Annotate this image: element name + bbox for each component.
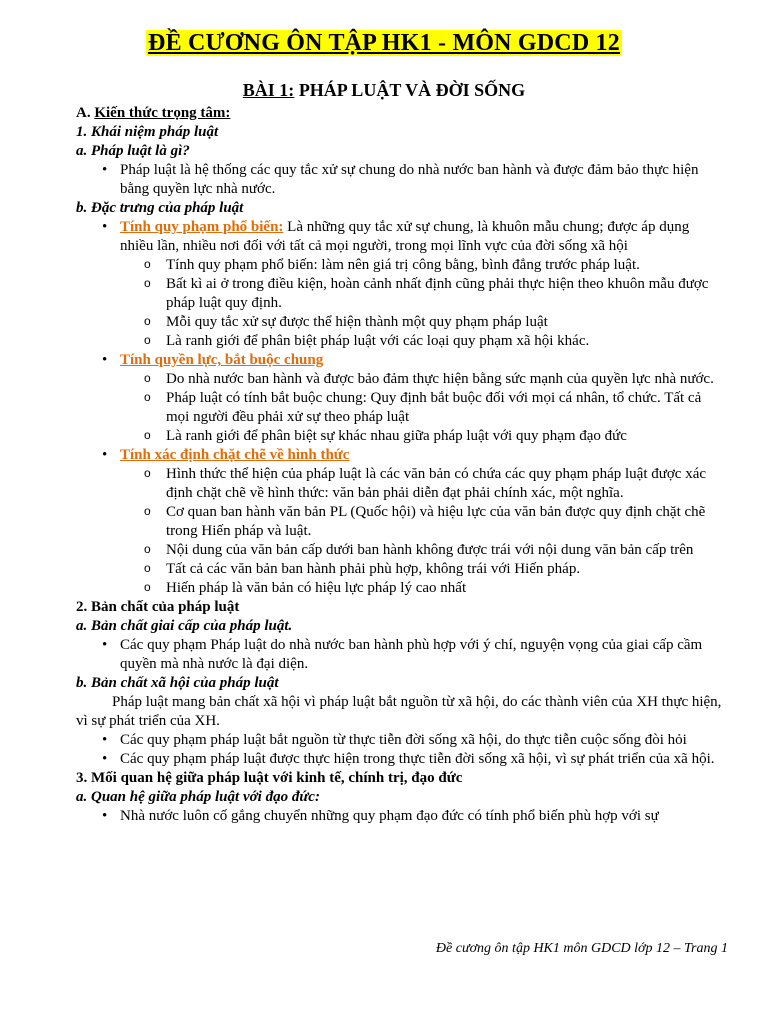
- traits-list: [76, 218, 726, 256]
- trait-1-item: [76, 218, 726, 256]
- list-item: o Pháp luật có tính bắt buộc chung: Quy định bắt buộc đối với mọi cá nhân, tổ chức. Tất cả mọi người đều phải xử sự theo pháp luật: [76, 389, 726, 427]
- page-footer: Đề cương ôn tập HK1 môn GDCD lớp 12 – Trang 1: [435, 941, 728, 956]
- trait-1-text: Là những quy tắc xử sự chung, là khuôn mẫu chung; được áp dụng nhiều lần, nhiều nơi đối với tất cả mọi người, trong mọi lĩnh vực của đời sống xã hội: [120, 219, 690, 254]
- list-item: o Do nhà nước ban hành và được bảo đảm thực hiện bằng sức mạnh của quyền lực nhà nước.: [76, 370, 726, 389]
- section-2-heading: 2. Bản chất của pháp luật: [76, 599, 240, 615]
- list-item: • Các quy phạm Pháp luật do nhà nước ban hành phù hợp với ý chí, nguyện vọng của giai cấp cầm quyền mà nhà nước là đại diện.: [76, 636, 726, 674]
- list-item: o Mỗi quy tắc xử sự được thể hiện thành một quy phạm pháp luật: [76, 313, 726, 332]
- lesson-label: BÀI 1:: [242, 80, 295, 100]
- section-2b-list: [76, 731, 726, 769]
- list-item: o Là ranh giới để phân biệt pháp luật với các loại quy phạm xã hội khác.: [76, 332, 726, 351]
- section-3a-heading: a. Quan hệ giữa pháp luật với đạo đức:: [76, 789, 320, 805]
- trait-1-sublist: [76, 256, 726, 351]
- section-a-heading: A. Kiến thức trọng tâm:: [76, 105, 231, 121]
- section-1-heading: 1. Khái niệm pháp luật: [76, 124, 219, 140]
- trait-2-sublist: [76, 370, 726, 446]
- list-item: o Bất kì ai ở trong điều kiện, hoàn cảnh nhất định cũng phải thực hiện theo khuôn mẫu được pháp luật quy định.: [76, 275, 726, 313]
- section-2a-list: [76, 636, 726, 674]
- section-1b-heading: b. Đặc trưng của pháp luật: [76, 200, 244, 216]
- list-item: • Các quy phạm pháp luật bắt nguồn từ thực tiễn đời sống xã hội, do thực tiễn cuộc sống đòi hỏi: [76, 731, 726, 750]
- trait-3-item: [76, 446, 726, 465]
- lesson-title: PHÁP LUẬT VÀ ĐỜI SỐNG: [294, 80, 526, 100]
- trait-2-item: [76, 351, 726, 370]
- list-item: o Cơ quan ban hành văn bản PL (Quốc hội) và hiệu lực của văn bản được quy định chặt chẽ trong Hiến pháp và luật.: [76, 503, 726, 541]
- trait-2-label: Tính quyền lực, bắt buộc chung: [120, 352, 324, 368]
- list-item: o Hình thức thể hiện của pháp luật là các văn bản có chứa các quy phạm pháp luật được xác định chặt chẽ về hình thức: văn bản phải diễn đạt phải chính xác, một nghĩa.: [76, 465, 726, 503]
- trait-3-label: Tính xác định chặt chẽ về hình thức: [120, 447, 350, 463]
- section-2a-heading: a. Bản chất giai cấp của pháp luật.: [76, 618, 293, 634]
- section-1a-heading: a. Pháp luật là gì?: [76, 143, 190, 159]
- section-2b-paragraph: Pháp luật mang bản chất xã hội vì pháp luật bắt nguồn từ xã hội, do các thành viên của XH thực hiện, vì sự phát triển của XH.: [76, 694, 722, 729]
- lesson-heading: [0, 80, 768, 101]
- list-item: • Các quy phạm pháp luật được thực hiện trong thực tiễn đời sống xã hội, vì sự phát triển của xã hội.: [76, 750, 726, 769]
- document-body: [76, 104, 726, 826]
- trait-1-label: Tính quy phạm phổ biến:: [120, 219, 284, 235]
- list-item: • Nhà nước luôn cố gắng chuyển những quy phạm đạo đức có tính phổ biến phù hợp với sự: [76, 807, 726, 826]
- traits-list-3: [76, 446, 726, 465]
- section-3a-list: [76, 807, 726, 826]
- list-item: o Nội dung của văn bản cấp dưới ban hành không được trái với nội dung văn bản cấp trên: [76, 541, 726, 560]
- traits-list-2: [76, 351, 726, 370]
- section-2b-heading: b. Bản chất xã hội của pháp luật: [76, 675, 279, 691]
- list-item: o Tất cả các văn bản ban hành phải phù hợp, không trái với Hiến pháp.: [76, 560, 726, 579]
- section-1a-list: [76, 161, 726, 199]
- list-item: o Là ranh giới để phân biệt sự khác nhau giữa pháp luật với quy phạm đạo đức: [76, 427, 726, 446]
- document-title: ĐỀ CƯƠNG ÔN TẬP HK1 - MÔN GDCD 12: [148, 30, 620, 56]
- section-3-heading: 3. Mối quan hệ giữa pháp luật với kinh tế, chính trị, đạo đức: [76, 770, 463, 786]
- trait-3-sublist: [76, 465, 726, 598]
- list-item: • Pháp luật là hệ thống các quy tắc xử sự chung do nhà nước ban hành và được đảm bảo thực hiện bằng quyền lực nhà nước.: [76, 161, 726, 199]
- list-item: o Hiến pháp là văn bản có hiệu lực pháp lý cao nhất: [76, 579, 726, 598]
- list-item: o Tính quy phạm phổ biến: làm nên giá trị công bằng, bình đẳng trước pháp luật.: [76, 256, 726, 275]
